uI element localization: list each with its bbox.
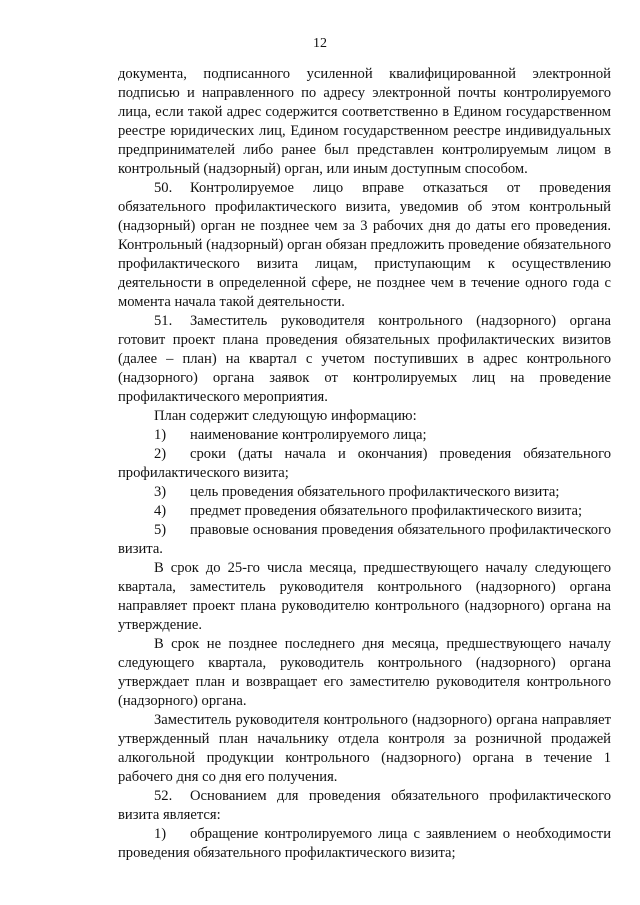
list-item-text: цель проведения обязательного профилактического визита; bbox=[190, 484, 560, 500]
list-item bbox=[118, 426, 611, 445]
list-item bbox=[118, 445, 611, 483]
list-item-number: 1) bbox=[154, 826, 167, 842]
list-item-number: 2) bbox=[154, 446, 167, 462]
list-item-text: правовые основания проведения обязательного профилактического визита. bbox=[118, 522, 611, 557]
paragraph-continuation: документа, подписанного усиленной квалифицированной электронной подписью и направленного по адресу электронной почты контролируемого лица, если такой адрес содержится соответственно в Едином государственном реестре юридических лиц, Едином государственном реестре индивидуальных предпринимателей либо ранее был представлен контролируемым лицом в контрольный (надзорный) орган, или иным доступным способом. bbox=[118, 66, 611, 177]
list-item bbox=[118, 483, 611, 502]
paragraph-deputy-sends-plan: Заместитель руководителя контрольного (надзорного) органа направляет утвержденный план начальнику отдела контроля за розничной продажей алкогольной продукции контрольного (надзорного) органа в течение 1 рабочего дня со дня его получения. bbox=[118, 712, 611, 785]
paragraph-deadline-last-day: В срок не позднее последнего дня месяца, предшествующего началу следующего квартала, руководитель контрольного (надзорного) органа утверждает план и возвращает его заместителю руководителя контрольного (надзорного) органа. bbox=[118, 636, 611, 709]
paragraph-51 bbox=[118, 312, 611, 407]
list-item bbox=[118, 825, 611, 863]
list-item-text: сроки (даты начала и окончания) проведения обязательного профилактического визита; bbox=[118, 446, 611, 481]
list-item-number: 5) bbox=[154, 522, 167, 538]
paragraph-number: 50. bbox=[154, 180, 173, 196]
paragraph-50 bbox=[118, 179, 611, 312]
list-item bbox=[118, 521, 611, 559]
document-body bbox=[118, 65, 611, 863]
page-number: 12 bbox=[313, 36, 327, 51]
paragraph-number: 51. bbox=[154, 313, 173, 329]
paragraph-deadline-25: В срок до 25-го числа месяца, предшествующего началу следующего квартала, заместитель руководителя контрольного (надзорного) органа направляет проект плана руководителю контрольного (надзорного) органа на утверждение. bbox=[118, 560, 611, 633]
paragraph-text: Контролируемое лицо вправе отказаться от проведения обязательного профилактического визита, уведомив об этом контрольный (надзорный) орган не позднее чем за 3 рабочих дня до даты его проведения. Контрольный (надзорный) орган обязан предложить проведение обязательного профилактического визита лицам, приступающим к осуществлению деятельности в определенной сфере, не позднее чем в течение одного года с момента начала такой деятельности. bbox=[118, 180, 611, 310]
list-item bbox=[118, 502, 611, 521]
list-item-text: предмет проведения обязательного профилактического визита; bbox=[190, 503, 583, 519]
list-item-number: 1) bbox=[154, 427, 167, 443]
paragraph-plan-contents: План содержит следующую информацию: bbox=[154, 408, 417, 424]
paragraph-number: 52. bbox=[154, 788, 173, 804]
list-item-text: наименование контролируемого лица; bbox=[190, 427, 427, 443]
list-item-number: 4) bbox=[154, 503, 167, 519]
list-item-text: обращение контролируемого лица с заявлением о необходимости проведения обязательного профилактического визита; bbox=[118, 826, 611, 861]
list-item-number: 3) bbox=[154, 484, 167, 500]
paragraph-text: Заместитель руководителя контрольного (надзорного) органа готовит проект плана проведения обязательных профилактических визитов (далее – план) на квартал с учетом поступивших в адрес контрольного (надзорного) органа заявок от контролируемых лиц на проведение профилактического мероприятия. bbox=[118, 313, 611, 405]
paragraph-52 bbox=[118, 787, 611, 825]
paragraph-text: Основанием для проведения обязательного профилактического визита является: bbox=[118, 788, 611, 823]
